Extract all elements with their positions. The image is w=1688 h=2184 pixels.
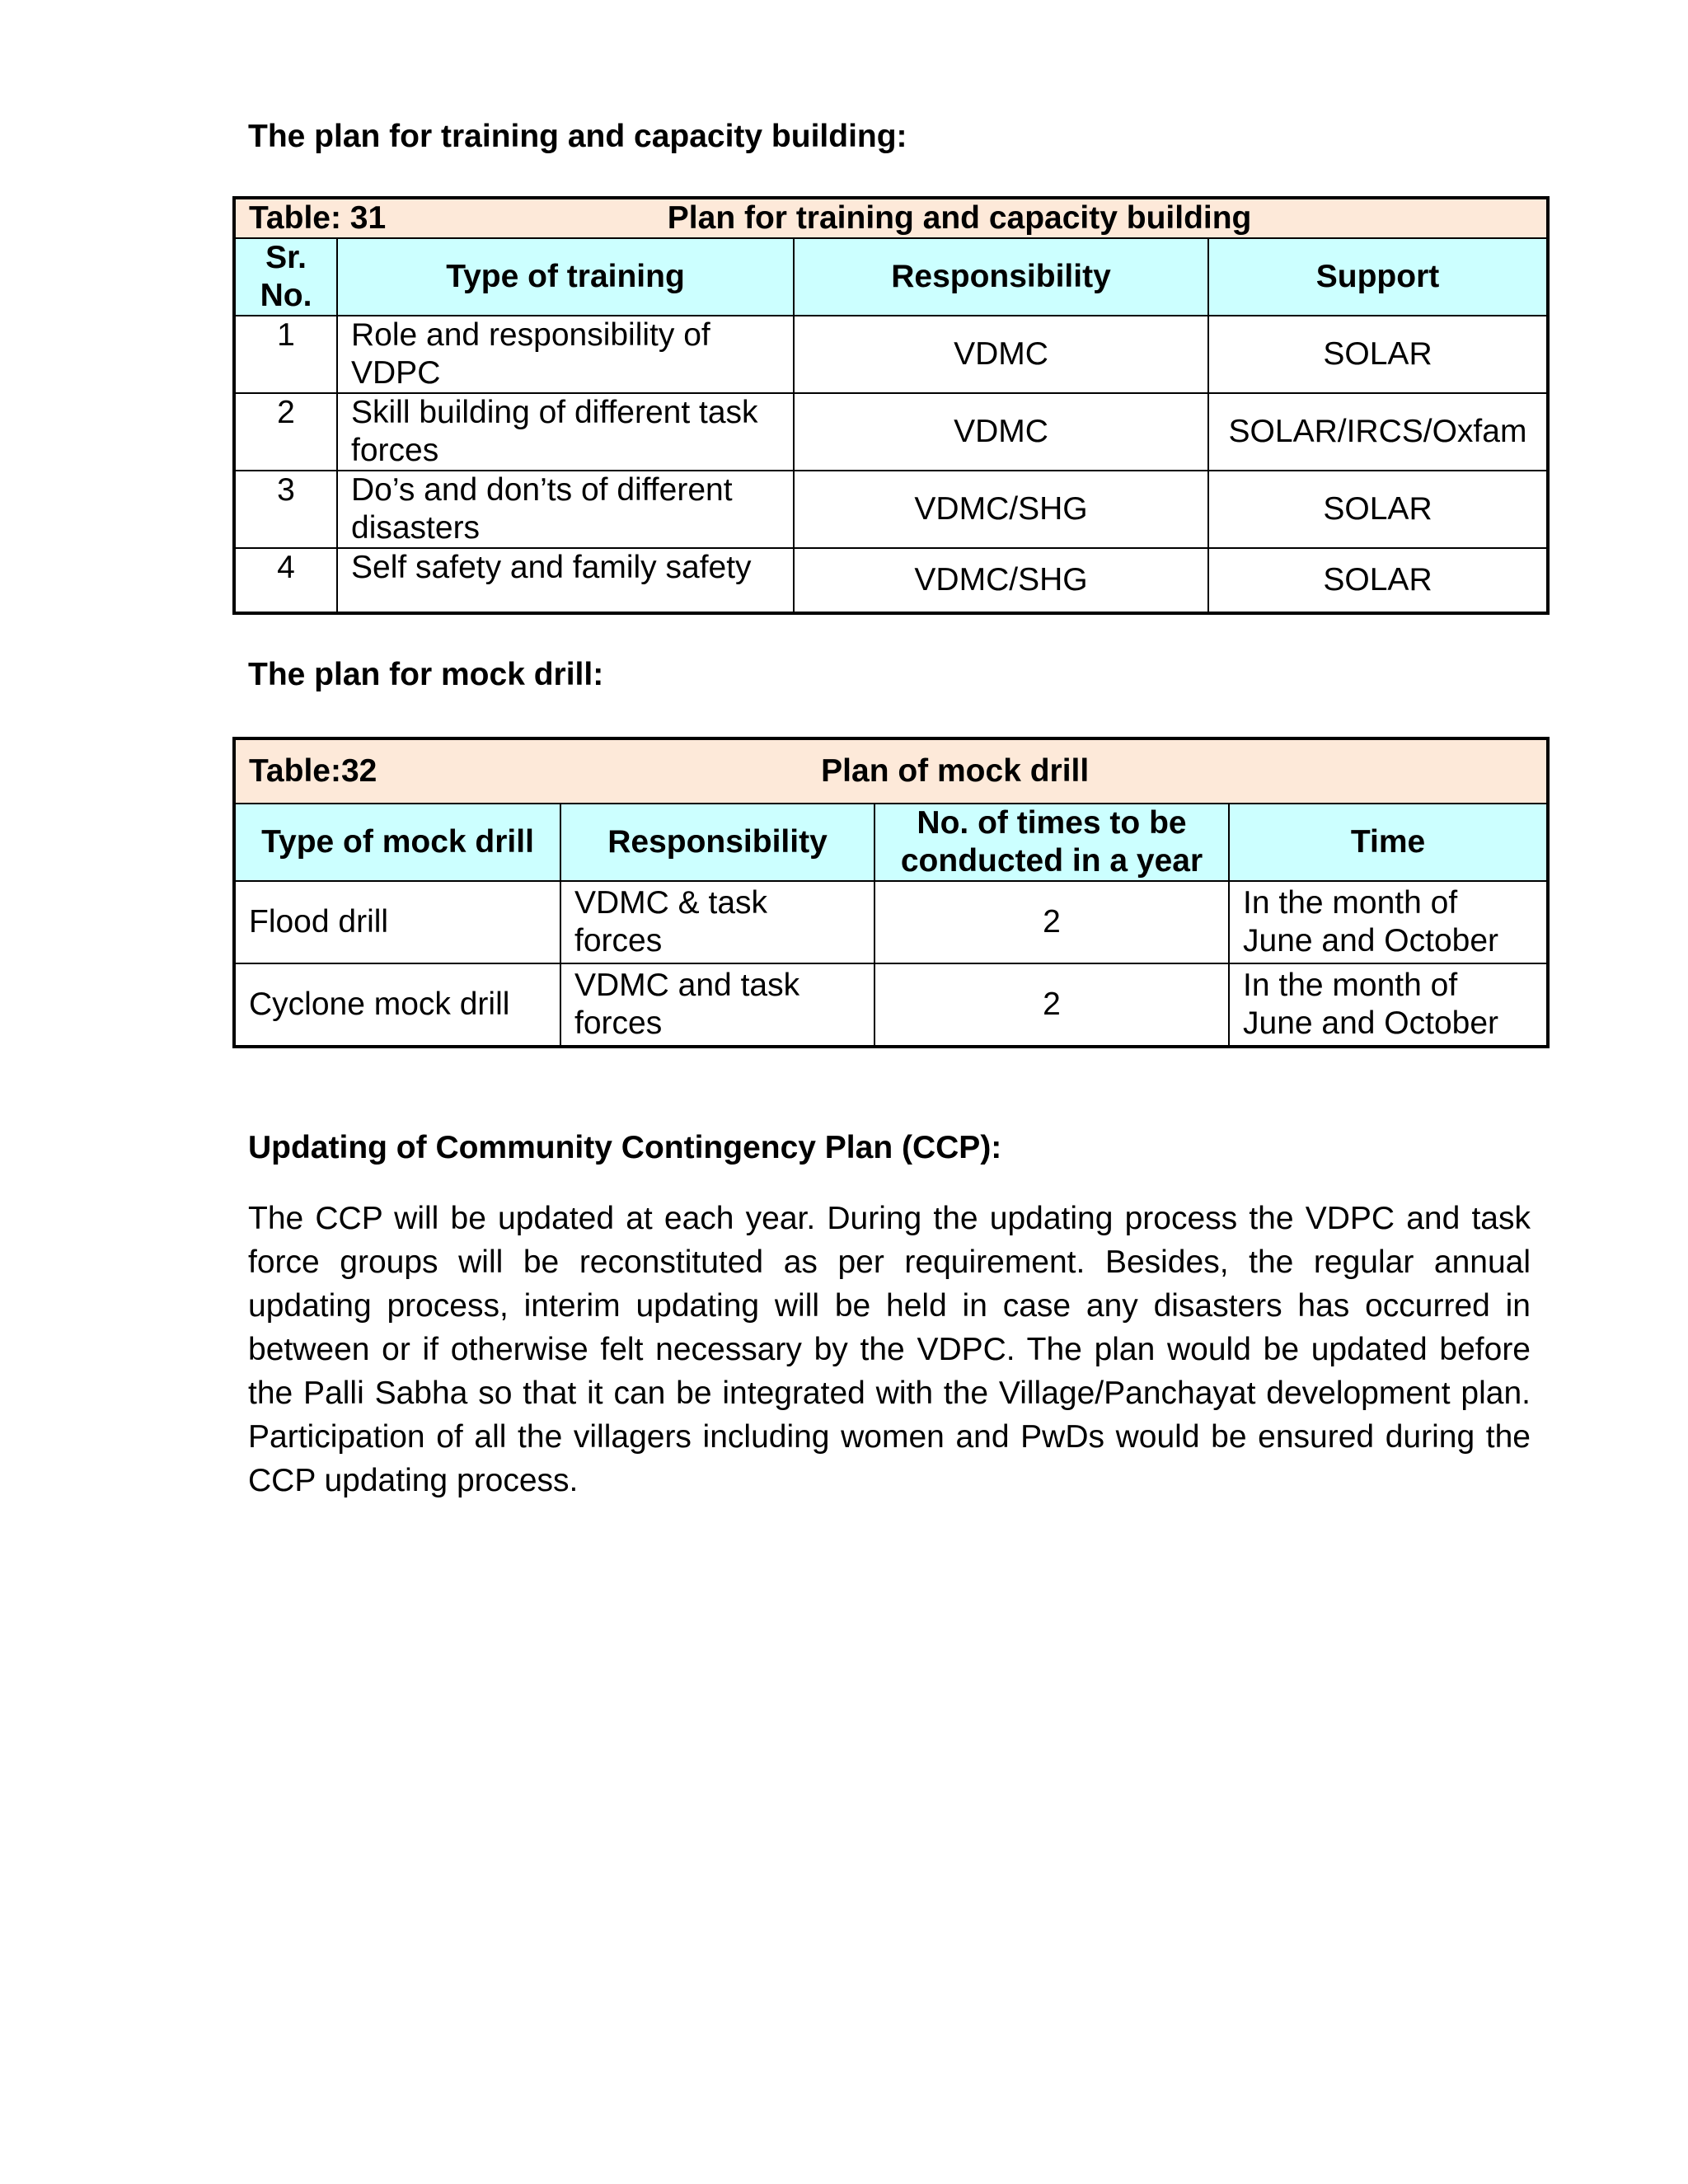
mock-drill-table [232,737,1550,1048]
column-header-sr-no: Sr. No. [234,238,337,316]
responsibility-cell: VDMC and task forces [560,963,874,1047]
ccp-update-paragraph: The CCP will be updated at each year. During the updating process the VDPC and task force groups will be reconstituted as per requirement. Besides, the regular annual updating process, interim updating will be held in case any disasters has occurred in between or if otherwise felt necessary by the VDPC. The plan would be updated before the Palli Sabha so that it can be integrated with the Village/Panchayat development plan. Participation of all the villagers including women and PwDs would be ensured during the CCP updating process. [248,1201,1531,1498]
responsibility-cell: VDMC & task forces [560,881,874,963]
table-title: Plan for training and capacity building [667,200,1252,236]
table-title: Plan of mock drill [821,753,1090,789]
responsibility-cell: VDMC/SHG [794,471,1208,548]
sr-no-cell: 1 [234,316,337,393]
training-type-cell: Role and responsibility of VDPC [337,316,794,393]
table-header-row [234,238,1548,316]
support-cell: SOLAR [1208,471,1548,548]
table-row [234,393,1548,471]
training-type-cell: Self safety and family safety [337,548,794,613]
table-row [234,881,1548,963]
ccp-update-heading: Updating of Community Contingency Plan (CCP): [248,1130,1002,1165]
table-number: Table:32 [249,753,377,789]
sr-no-cell: 2 [234,393,337,471]
times-per-year-cell: 2 [874,881,1229,963]
column-header-type-of-training: Type of training [337,238,794,316]
support-cell: SOLAR/IRCS/Oxfam [1208,393,1548,471]
training-plan-heading: The plan for training and capacity building: [248,119,907,154]
training-type-cell: Skill building of different task forces [337,393,794,471]
sr-no-cell: 4 [234,548,337,613]
column-header-type-of-mock-drill: Type of mock drill [234,804,560,881]
sr-no-cell: 3 [234,471,337,548]
table-row [234,963,1548,1047]
table-title-row [234,738,1548,804]
time-cell: In the month of June and October [1229,963,1548,1047]
table-row [234,548,1548,613]
table-title-row [234,198,1548,238]
responsibility-cell: VDMC/SHG [794,548,1208,613]
time-cell: In the month of June and October [1229,881,1548,963]
table-row [234,316,1548,393]
training-type-cell: Do’s and don’ts of different disasters [337,471,794,548]
mock-drill-type-cell: Flood drill [234,881,560,963]
table-row [234,471,1548,548]
times-per-year-cell: 2 [874,963,1229,1047]
support-cell: SOLAR [1208,548,1548,613]
support-cell: SOLAR [1208,316,1548,393]
responsibility-cell: VDMC [794,393,1208,471]
mock-drill-heading: The plan for mock drill: [248,657,604,692]
column-header-times-per-year: No. of times to be conducted in a year [874,804,1229,881]
training-plan-table [232,196,1550,615]
table-number: Table: 31 [249,200,387,236]
mock-drill-type-cell: Cyclone mock drill [234,963,560,1047]
column-header-time: Time [1229,804,1548,881]
responsibility-cell: VDMC [794,316,1208,393]
column-header-support: Support [1208,238,1548,316]
table-header-row [234,804,1548,881]
column-header-responsibility: Responsibility [794,238,1208,316]
column-header-responsibility: Responsibility [560,804,874,881]
